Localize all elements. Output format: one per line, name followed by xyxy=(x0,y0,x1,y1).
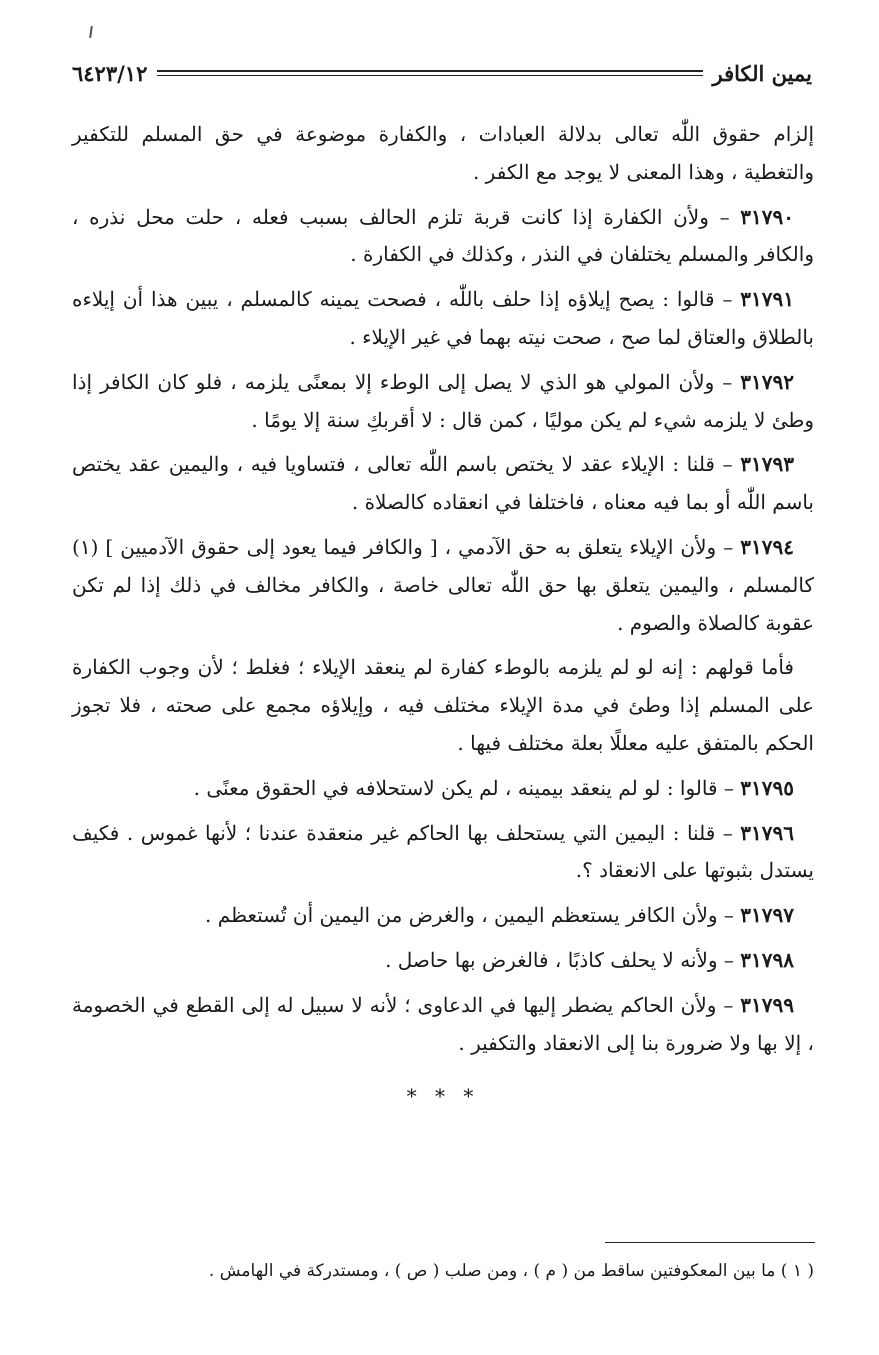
paragraph-number: ٣١٧٩٠ xyxy=(740,204,794,229)
paragraph-number: ٣١٧٩١ xyxy=(740,287,794,312)
paragraph xyxy=(72,770,814,808)
paragraph-text: قالوا : يصح إيلاؤه إذا حلف باللّٰه ، فصحت يمينه كالمسلم ، يبين هذا أن إيلاءه بالطلاق والعتاق لما صح ، صحت نيته بهما في غير الإيلاء . xyxy=(72,287,814,349)
paragraph-number: ٣١٧٩٧ xyxy=(740,903,794,928)
paragraph-text: إلزام حقوق اللّٰه تعالى بدلالة العبادات ، والكفارة موضوعة في حق المسلم للتكفير والتغطية ، وهذا المعنى لا يوجد مع الكفر . xyxy=(72,122,814,184)
number-dash: – xyxy=(716,534,741,559)
paragraph-number: ٣١٧٩٨ xyxy=(740,947,794,972)
running-title: يمين الكافر xyxy=(712,60,812,86)
page-mark xyxy=(89,26,93,38)
paragraph-list xyxy=(72,116,814,1062)
paragraph-text: قلنا : اليمين التي يستحلف بها الحاكم غير منعقدة عندنا ؛ لأنها غموس . فكيف يستدل بثبوتها على الانعقاد ؟. xyxy=(72,820,814,883)
footnote: ( ١ ) ما بين المعكوفتين ساقط من ( م ) ، ومن صلب ( ص ) ، ومستدركة في الهامش . xyxy=(208,1261,814,1281)
paragraph xyxy=(72,446,814,522)
paragraph-number: ٣١٧٩٢ xyxy=(740,369,794,394)
paragraph xyxy=(72,897,814,935)
header-rule xyxy=(157,70,702,76)
paragraph xyxy=(72,649,814,762)
paragraph xyxy=(72,987,814,1063)
paragraph-number: ٣١٧٩٥ xyxy=(740,775,794,800)
page-number: ٦٤٢٣/١٢ xyxy=(72,60,148,86)
paragraph xyxy=(72,116,814,192)
section-separator: * * * xyxy=(406,1084,480,1109)
paragraph-text: ولأنه لا يحلف كاذبًا ، فالغرض بها حاصل . xyxy=(385,947,718,972)
number-dash: – xyxy=(708,204,741,229)
paragraph xyxy=(72,199,814,275)
number-dash: – xyxy=(714,287,741,312)
number-dash: – xyxy=(714,369,741,394)
number-dash: – xyxy=(715,452,741,477)
paragraph-text: قلنا : الإيلاء عقد لا يختص باسم اللّٰه تعالى ، فتساويا فيه ، واليمين عقد يختص باسم اللّٰه أو بما فيه معناه ، فاختلفا في انعقاده كالصلاة . xyxy=(72,452,814,515)
number-dash: – xyxy=(717,903,741,928)
paragraph-text: ولأن الكفارة إذا كانت قربة تلزم الحالف بسبب فعله ، حلت محل نذره ، والكافر والمسلم يختلفان في النذر ، وكذلك في الكفارة . xyxy=(72,204,814,267)
body-text xyxy=(72,116,814,1116)
page-header xyxy=(72,56,812,90)
number-dash: – xyxy=(716,992,741,1017)
paragraph-number: ٣١٧٩٣ xyxy=(740,452,794,477)
paragraph-text: قالوا : لو لم ينعقد بيمينه ، لم يكن لاستحلافه في الحقوق معنًى . xyxy=(193,775,718,800)
paragraph-text: ولأن الإيلاء يتعلق به حق الآدمي ، [ والكافر فيما يعود إلى حقوق الآدميين ] (١) كالمسلم ، واليمين يتعلق بها حق اللّٰه تعالى خاصة ، والكافر مخالف في ذلك إذا لم تكن عقوبة كالصلاة والصوم . xyxy=(72,534,814,635)
paragraph xyxy=(72,529,814,642)
number-dash: – xyxy=(717,775,741,800)
footnote-rule xyxy=(605,1242,815,1243)
paragraph xyxy=(72,281,814,357)
paragraph-number: ٣١٧٩٦ xyxy=(740,820,795,845)
number-dash: – xyxy=(715,820,741,845)
paragraph xyxy=(72,364,814,440)
number-dash: – xyxy=(717,947,741,972)
paragraph xyxy=(72,815,814,891)
paragraph-text: فأما قولهم : إنه لو لم يلزمه بالوطء كفارة لم ينعقد الإيلاء ؛ فغلط ؛ لأن وجوب الكفارة على المسلم إذا وطئ في مدة الإيلاء مختلف فيه ، وإيلاؤه مجمع على صحته ، فلا تجوز الحكم بالمتفق عليه معللًا بعلة مختلف فيها . xyxy=(72,655,814,755)
paragraph-text: ولأن المولي هو الذي لا يصل إلى الوطء إلا بمعنًى يلزمه ، فلو كان الكافر إذا وطئ لا يلزمه شيء لم يكن موليًا ، كمن قال : لا أقربكِ سنة إلا يومًا . xyxy=(72,369,814,432)
paragraph-number: ٣١٧٩٩ xyxy=(740,992,794,1017)
paragraph-text: ولأن الحاكم يضطر إليها في الدعاوى ؛ لأنه لا سبيل له إلى القطع في الخصومة ، إلا بها ولا ضرورة بنا إلى الانعقاد والتكفير . xyxy=(72,992,814,1055)
paragraph-number: ٣١٧٩٤ xyxy=(740,534,794,559)
paragraph-text: ولأن الكافر يستعظم اليمين ، والغرض من اليمين أن تُستعظم . xyxy=(205,903,718,928)
paragraph xyxy=(72,942,814,980)
